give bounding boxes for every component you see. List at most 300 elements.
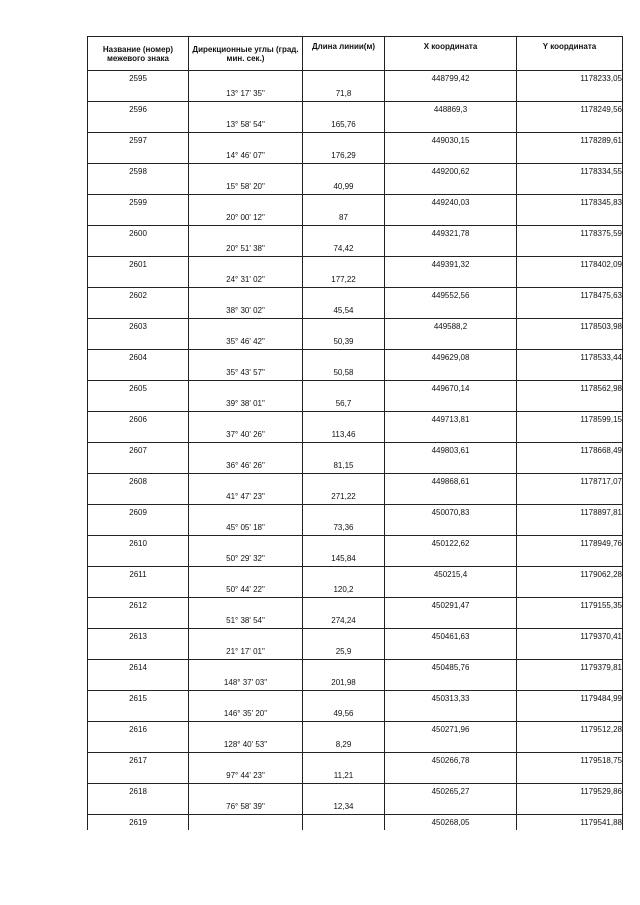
empty-length-cell — [303, 722, 385, 738]
line-length-cell: 177,22 — [303, 272, 385, 288]
table-row-segment — [88, 148, 623, 164]
empty-angle-cell — [189, 443, 303, 459]
x-coordinate-cell: 449552,56 — [385, 288, 517, 304]
table-body — [88, 71, 623, 831]
direction-angle-cell: 37° 40' 26" — [189, 427, 303, 443]
table-header-row — [88, 37, 623, 71]
line-length-cell: 113,46 — [303, 427, 385, 443]
empty-angle-cell — [189, 660, 303, 676]
empty-length-cell — [303, 753, 385, 769]
line-length-cell: 8,29 — [303, 737, 385, 753]
point-name-cell: 2615 — [88, 691, 189, 707]
empty-name-cell — [88, 520, 189, 536]
empty-name-cell — [88, 582, 189, 598]
table-row-point — [88, 350, 623, 366]
empty-length-cell — [303, 257, 385, 273]
y-coordinate-cell: 1178249,56 — [517, 102, 623, 118]
table-row-point — [88, 815, 623, 831]
table-row-segment — [88, 303, 623, 319]
direction-angle-cell: 148° 37' 03" — [189, 675, 303, 691]
empty-y-cell — [517, 396, 623, 412]
empty-angle-cell — [189, 288, 303, 304]
table-row-point — [88, 691, 623, 707]
table-row-point — [88, 629, 623, 645]
line-length-cell: 25,9 — [303, 644, 385, 660]
empty-x-cell — [385, 520, 517, 536]
table-row-segment — [88, 644, 623, 660]
table-row-segment — [88, 551, 623, 567]
empty-y-cell — [517, 365, 623, 381]
empty-length-cell — [303, 505, 385, 521]
empty-y-cell — [517, 706, 623, 722]
direction-angle-cell: 21° 17' 01" — [189, 644, 303, 660]
empty-name-cell — [88, 210, 189, 226]
empty-angle-cell — [189, 691, 303, 707]
empty-angle-cell — [189, 753, 303, 769]
line-length-cell: 56,7 — [303, 396, 385, 412]
table-row-point — [88, 598, 623, 614]
empty-x-cell — [385, 737, 517, 753]
point-name-cell: 2610 — [88, 536, 189, 552]
table-row-segment — [88, 334, 623, 350]
empty-x-cell — [385, 86, 517, 102]
point-name-cell: 2619 — [88, 815, 189, 831]
x-coordinate-cell: 450266,78 — [385, 753, 517, 769]
table-row-segment — [88, 737, 623, 753]
point-name-cell: 2613 — [88, 629, 189, 645]
empty-length-cell — [303, 784, 385, 800]
line-length-cell: 12,34 — [303, 799, 385, 815]
y-coordinate-cell: 1178599,15 — [517, 412, 623, 428]
empty-length-cell — [303, 660, 385, 676]
empty-y-cell — [517, 86, 623, 102]
empty-length-cell — [303, 443, 385, 459]
point-name-cell: 2609 — [88, 505, 189, 521]
empty-y-cell — [517, 582, 623, 598]
empty-x-cell — [385, 427, 517, 443]
x-coordinate-cell: 449713,81 — [385, 412, 517, 428]
table-row-segment — [88, 210, 623, 226]
x-coordinate-cell: 450461,63 — [385, 629, 517, 645]
point-name-cell: 2597 — [88, 133, 189, 149]
empty-y-cell — [517, 117, 623, 133]
direction-angle-cell: 50° 29' 32" — [189, 551, 303, 567]
x-coordinate-cell: 450291,47 — [385, 598, 517, 614]
empty-name-cell — [88, 241, 189, 257]
empty-angle-cell — [189, 474, 303, 490]
table-row-point — [88, 412, 623, 428]
line-length-cell: 145,84 — [303, 551, 385, 567]
point-name-cell: 2602 — [88, 288, 189, 304]
x-coordinate-cell: 449391,32 — [385, 257, 517, 273]
x-coordinate-cell: 449200,62 — [385, 164, 517, 180]
x-coordinate-cell: 450265,27 — [385, 784, 517, 800]
empty-name-cell — [88, 706, 189, 722]
empty-name-cell — [88, 86, 189, 102]
empty-x-cell — [385, 582, 517, 598]
y-coordinate-cell: 1179155,35 — [517, 598, 623, 614]
table-row-segment — [88, 272, 623, 288]
point-name-cell: 2596 — [88, 102, 189, 118]
empty-length-cell — [303, 319, 385, 335]
empty-y-cell — [517, 241, 623, 257]
line-length-cell: 45,54 — [303, 303, 385, 319]
table-row-segment — [88, 117, 623, 133]
table-row-point — [88, 443, 623, 459]
empty-y-cell — [517, 520, 623, 536]
point-name-cell: 2607 — [88, 443, 189, 459]
empty-name-cell — [88, 303, 189, 319]
empty-y-cell — [517, 737, 623, 753]
empty-y-cell — [517, 272, 623, 288]
empty-length-cell — [303, 350, 385, 366]
x-coordinate-cell: 450268,05 — [385, 815, 517, 831]
empty-length-cell — [303, 598, 385, 614]
direction-angle-cell: 35° 46' 42" — [189, 334, 303, 350]
empty-x-cell — [385, 303, 517, 319]
line-length-cell: 201,98 — [303, 675, 385, 691]
empty-x-cell — [385, 706, 517, 722]
empty-name-cell — [88, 799, 189, 815]
point-name-cell: 2608 — [88, 474, 189, 490]
empty-y-cell — [517, 644, 623, 660]
point-name-cell: 2599 — [88, 195, 189, 211]
y-coordinate-cell: 1179484,99 — [517, 691, 623, 707]
y-coordinate-cell: 1178402,09 — [517, 257, 623, 273]
direction-angle-cell: 35° 43' 57" — [189, 365, 303, 381]
empty-name-cell — [88, 396, 189, 412]
y-coordinate-cell: 1178375,59 — [517, 226, 623, 242]
direction-angle-cell: 146° 35' 20" — [189, 706, 303, 722]
empty-x-cell — [385, 675, 517, 691]
empty-x-cell — [385, 768, 517, 784]
empty-angle-cell — [189, 319, 303, 335]
empty-angle-cell — [189, 350, 303, 366]
point-name-cell: 2614 — [88, 660, 189, 676]
empty-x-cell — [385, 396, 517, 412]
table-row-segment — [88, 86, 623, 102]
point-name-cell: 2616 — [88, 722, 189, 738]
y-coordinate-cell: 1178289,61 — [517, 133, 623, 149]
empty-y-cell — [517, 551, 623, 567]
y-coordinate-cell: 1179370,41 — [517, 629, 623, 645]
empty-angle-cell — [189, 226, 303, 242]
table-row-segment — [88, 489, 623, 505]
point-name-cell: 2611 — [88, 567, 189, 583]
empty-y-cell — [517, 799, 623, 815]
empty-y-cell — [517, 210, 623, 226]
x-coordinate-cell: 450485,76 — [385, 660, 517, 676]
empty-name-cell — [88, 458, 189, 474]
y-coordinate-cell: 1179062,28 — [517, 567, 623, 583]
y-coordinate-cell: 1179518,75 — [517, 753, 623, 769]
table-row-point — [88, 660, 623, 676]
empty-length-cell — [303, 133, 385, 149]
empty-length-cell — [303, 815, 385, 831]
line-length-cell: 87 — [303, 210, 385, 226]
line-length-cell: 176,29 — [303, 148, 385, 164]
y-coordinate-cell: 1178533,44 — [517, 350, 623, 366]
empty-angle-cell — [189, 815, 303, 831]
point-name-cell: 2604 — [88, 350, 189, 366]
y-coordinate-cell: 1178897,81 — [517, 505, 623, 521]
y-coordinate-cell: 1178717,07 — [517, 474, 623, 490]
direction-angle-cell: 45° 05' 18" — [189, 520, 303, 536]
direction-angle-cell: 97° 44' 23" — [189, 768, 303, 784]
line-length-cell: 120,2 — [303, 582, 385, 598]
empty-name-cell — [88, 551, 189, 567]
x-coordinate-cell: 449030,15 — [385, 133, 517, 149]
empty-name-cell — [88, 148, 189, 164]
point-name-cell: 2598 — [88, 164, 189, 180]
direction-angle-cell: 50° 44' 22" — [189, 582, 303, 598]
direction-angle-cell: 51° 38' 54" — [189, 613, 303, 629]
y-coordinate-cell: 1178562,98 — [517, 381, 623, 397]
x-coordinate-cell: 449670,14 — [385, 381, 517, 397]
empty-name-cell — [88, 737, 189, 753]
x-coordinate-cell: 450215,4 — [385, 567, 517, 583]
empty-angle-cell — [189, 195, 303, 211]
empty-x-cell — [385, 799, 517, 815]
table-row-point — [88, 474, 623, 490]
table-row-point — [88, 133, 623, 149]
empty-name-cell — [88, 768, 189, 784]
table-row-point — [88, 319, 623, 335]
x-coordinate-cell: 450122,62 — [385, 536, 517, 552]
empty-x-cell — [385, 551, 517, 567]
y-coordinate-cell: 1178503,98 — [517, 319, 623, 335]
table-row-point — [88, 381, 623, 397]
header-line-length: Длина линии(м) — [303, 37, 385, 71]
x-coordinate-cell: 450070,83 — [385, 505, 517, 521]
direction-angle-cell: 41° 47' 23" — [189, 489, 303, 505]
y-coordinate-cell: 1179379,81 — [517, 660, 623, 676]
header-point-name: Название (номер) межевого знака — [88, 37, 189, 71]
direction-angle-cell: 76° 58' 39" — [189, 799, 303, 815]
table-row-point — [88, 784, 623, 800]
empty-name-cell — [88, 272, 189, 288]
table-row-point — [88, 71, 623, 87]
empty-length-cell — [303, 412, 385, 428]
x-coordinate-cell: 449240,03 — [385, 195, 517, 211]
point-name-cell: 2600 — [88, 226, 189, 242]
table-row-segment — [88, 396, 623, 412]
empty-angle-cell — [189, 536, 303, 552]
table-row-point — [88, 102, 623, 118]
table-row-segment — [88, 706, 623, 722]
table-row-segment — [88, 427, 623, 443]
empty-angle-cell — [189, 784, 303, 800]
empty-name-cell — [88, 179, 189, 195]
empty-angle-cell — [189, 505, 303, 521]
table-row-segment — [88, 179, 623, 195]
empty-x-cell — [385, 148, 517, 164]
empty-x-cell — [385, 272, 517, 288]
empty-name-cell — [88, 644, 189, 660]
table-row-segment — [88, 458, 623, 474]
empty-length-cell — [303, 629, 385, 645]
empty-length-cell — [303, 288, 385, 304]
empty-angle-cell — [189, 257, 303, 273]
empty-angle-cell — [189, 164, 303, 180]
y-coordinate-cell: 1178668,49 — [517, 443, 623, 459]
point-name-cell: 2612 — [88, 598, 189, 614]
table-row-point — [88, 195, 623, 211]
empty-y-cell — [517, 675, 623, 691]
direction-angle-cell: 128° 40' 53" — [189, 737, 303, 753]
point-name-cell: 2618 — [88, 784, 189, 800]
line-length-cell: 81,15 — [303, 458, 385, 474]
empty-angle-cell — [189, 71, 303, 87]
empty-length-cell — [303, 195, 385, 211]
empty-angle-cell — [189, 133, 303, 149]
header-direction-angle: Дирекционные углы (град. мин. сек.) — [189, 37, 303, 71]
empty-length-cell — [303, 567, 385, 583]
x-coordinate-cell: 448799,42 — [385, 71, 517, 87]
empty-angle-cell — [189, 412, 303, 428]
y-coordinate-cell: 1179512,28 — [517, 722, 623, 738]
table-row-segment — [88, 241, 623, 257]
x-coordinate-cell: 449629,08 — [385, 350, 517, 366]
direction-angle-cell: 20° 00' 12" — [189, 210, 303, 226]
header-x-coordinate: X координата — [385, 37, 517, 71]
empty-x-cell — [385, 117, 517, 133]
y-coordinate-cell: 1179529,86 — [517, 784, 623, 800]
table-row-segment — [88, 520, 623, 536]
empty-name-cell — [88, 365, 189, 381]
table-row-point — [88, 164, 623, 180]
empty-y-cell — [517, 458, 623, 474]
x-coordinate-cell: 449588,2 — [385, 319, 517, 335]
empty-y-cell — [517, 179, 623, 195]
x-coordinate-cell: 448869,3 — [385, 102, 517, 118]
empty-angle-cell — [189, 102, 303, 118]
empty-name-cell — [88, 117, 189, 133]
direction-angle-cell: 24° 31' 02" — [189, 272, 303, 288]
direction-angle-cell: 38° 30' 02" — [189, 303, 303, 319]
empty-name-cell — [88, 675, 189, 691]
empty-x-cell — [385, 644, 517, 660]
empty-length-cell — [303, 536, 385, 552]
line-length-cell: 50,39 — [303, 334, 385, 350]
table-row-point — [88, 753, 623, 769]
point-name-cell: 2601 — [88, 257, 189, 273]
empty-y-cell — [517, 148, 623, 164]
table-row-point — [88, 288, 623, 304]
x-coordinate-cell: 449803,61 — [385, 443, 517, 459]
empty-name-cell — [88, 613, 189, 629]
empty-length-cell — [303, 474, 385, 490]
point-name-cell: 2595 — [88, 71, 189, 87]
direction-angle-cell: 15° 58' 20" — [189, 179, 303, 195]
line-length-cell: 274,24 — [303, 613, 385, 629]
line-length-cell: 11,21 — [303, 768, 385, 784]
direction-angle-cell: 36° 46' 26" — [189, 458, 303, 474]
empty-length-cell — [303, 164, 385, 180]
line-length-cell: 73,36 — [303, 520, 385, 536]
empty-x-cell — [385, 334, 517, 350]
empty-length-cell — [303, 691, 385, 707]
y-coordinate-cell: 1178475,63 — [517, 288, 623, 304]
point-name-cell: 2605 — [88, 381, 189, 397]
header-y-coordinate: Y координата — [517, 37, 623, 71]
y-coordinate-cell: 1178334,55 — [517, 164, 623, 180]
empty-x-cell — [385, 613, 517, 629]
empty-y-cell — [517, 613, 623, 629]
line-length-cell: 71,8 — [303, 86, 385, 102]
empty-x-cell — [385, 179, 517, 195]
direction-angle-cell: 20° 51' 38" — [189, 241, 303, 257]
line-length-cell: 165,76 — [303, 117, 385, 133]
y-coordinate-cell: 1178345,83 — [517, 195, 623, 211]
table-row-point — [88, 536, 623, 552]
empty-x-cell — [385, 241, 517, 257]
empty-y-cell — [517, 334, 623, 350]
y-coordinate-cell: 1179541,88 — [517, 815, 623, 831]
x-coordinate-cell: 449868,61 — [385, 474, 517, 490]
empty-name-cell — [88, 334, 189, 350]
empty-length-cell — [303, 226, 385, 242]
line-length-cell: 74,42 — [303, 241, 385, 257]
point-name-cell: 2603 — [88, 319, 189, 335]
x-coordinate-cell: 449321,78 — [385, 226, 517, 242]
point-name-cell: 2606 — [88, 412, 189, 428]
empty-name-cell — [88, 427, 189, 443]
empty-angle-cell — [189, 381, 303, 397]
table-row-point — [88, 505, 623, 521]
direction-angle-cell: 14° 46' 07" — [189, 148, 303, 164]
empty-angle-cell — [189, 598, 303, 614]
table-row-point — [88, 257, 623, 273]
table-row-segment — [88, 582, 623, 598]
table-row-point — [88, 722, 623, 738]
empty-length-cell — [303, 71, 385, 87]
line-length-cell: 50,58 — [303, 365, 385, 381]
empty-y-cell — [517, 303, 623, 319]
direction-angle-cell: 39° 38' 01" — [189, 396, 303, 412]
empty-x-cell — [385, 210, 517, 226]
empty-length-cell — [303, 381, 385, 397]
table-row-segment — [88, 365, 623, 381]
table-row-segment — [88, 613, 623, 629]
empty-y-cell — [517, 489, 623, 505]
line-length-cell: 40,99 — [303, 179, 385, 195]
coordinates-table — [87, 36, 623, 830]
empty-name-cell — [88, 489, 189, 505]
y-coordinate-cell: 1178949,76 — [517, 536, 623, 552]
table-row-segment — [88, 675, 623, 691]
table-row-segment — [88, 768, 623, 784]
x-coordinate-cell: 450313,33 — [385, 691, 517, 707]
empty-y-cell — [517, 427, 623, 443]
direction-angle-cell: 13° 17' 35" — [189, 86, 303, 102]
empty-x-cell — [385, 365, 517, 381]
line-length-cell: 271,22 — [303, 489, 385, 505]
empty-x-cell — [385, 458, 517, 474]
point-name-cell: 2617 — [88, 753, 189, 769]
empty-angle-cell — [189, 629, 303, 645]
empty-angle-cell — [189, 567, 303, 583]
empty-length-cell — [303, 102, 385, 118]
empty-x-cell — [385, 489, 517, 505]
table-row-point — [88, 567, 623, 583]
direction-angle-cell: 13° 58' 54" — [189, 117, 303, 133]
empty-y-cell — [517, 768, 623, 784]
table-row-segment — [88, 799, 623, 815]
table-row-point — [88, 226, 623, 242]
y-coordinate-cell: 1178233,05 — [517, 71, 623, 87]
x-coordinate-cell: 450271,96 — [385, 722, 517, 738]
